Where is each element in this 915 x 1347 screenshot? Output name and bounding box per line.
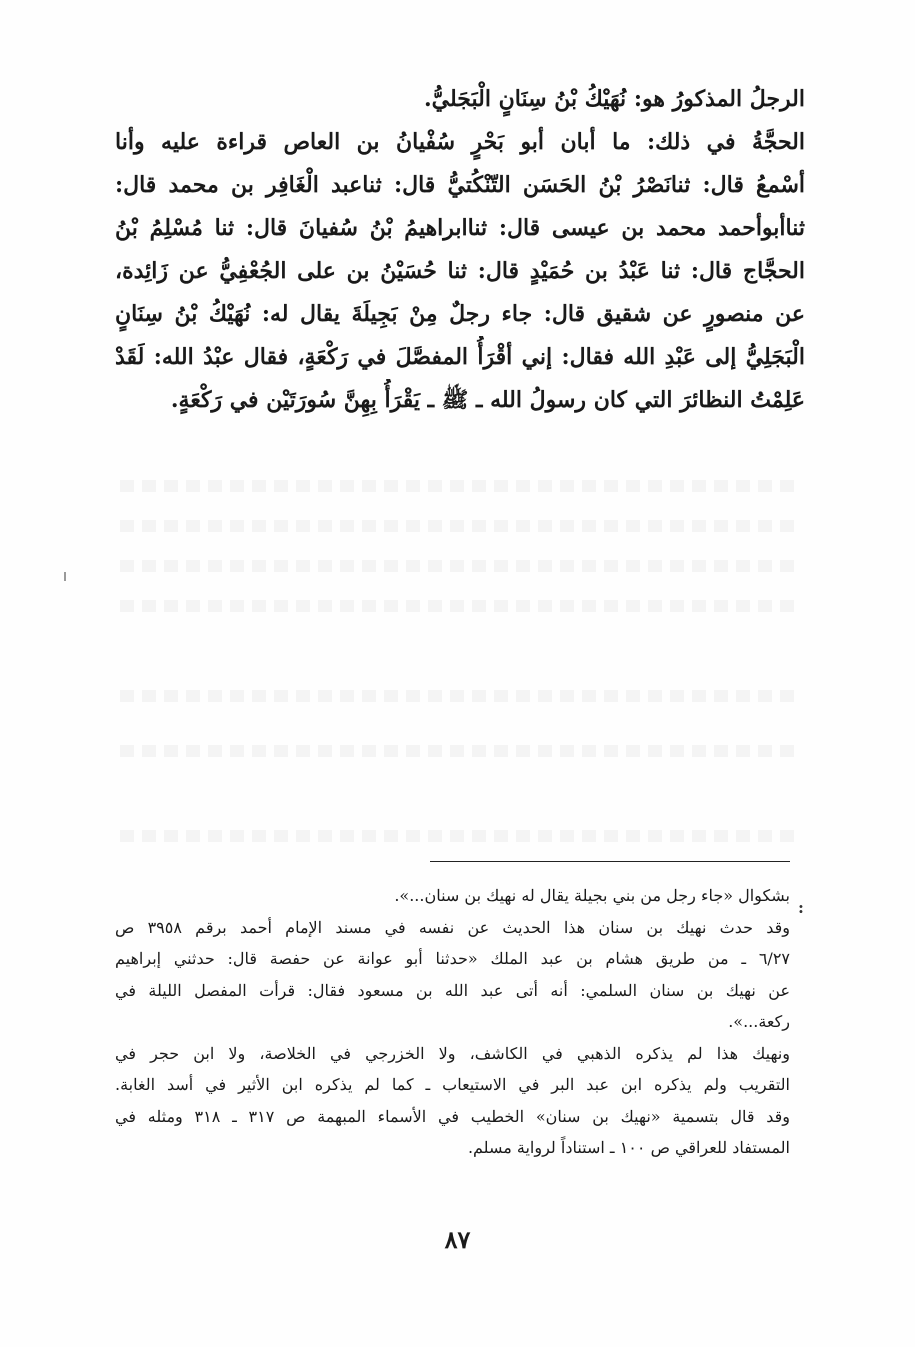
main-text-line: الْبَجَلِيُّ إلى عَبْدِ الله فقال: إني أقْرَأُ المفصَّلَ في رَكْعَةٍ، فقال عبْدُ الله: لَقَدْ (115, 344, 805, 370)
main-text-line: عن منصورٍ عن شقيق قال: جاء رجلٌ مِنْ بَجِيلَةَ يقال له: نُهَيْكُ بْنُ سِنَانٍ (115, 301, 805, 327)
show-through-texture (120, 480, 800, 492)
page-number: ٨٧ (444, 1225, 471, 1254)
footnote-line: وقد قال بتسمية «نهيك بن سنان» الخطيب في الأسماء المبهمة ص ٣١٧ ـ ٣١٨ ومثله في (115, 1106, 790, 1126)
footnote-divider (430, 861, 790, 862)
footnote-line: ٦/٢٧ ـ من طريق هشام بن عبد الملك «حدثنا أبو عوانة عن حفصة قال: حدثني إبراهيم (115, 949, 790, 968)
footnote-marker: : (798, 898, 804, 917)
main-text-line: الرجلُ المذكورُ هو: نُهَيْكُ بْنُ سِنَانٍ الْبَجَليُّ. (424, 86, 805, 112)
footnote-line: عن نهيك بن سنان السلمي: أنه أتى عبد الله بن مسعود فقال: قرأت المفصل الليلة في (115, 980, 790, 1000)
main-text-line: الحجَّاج قال: ثنا عَبْدُ بن حُمَيْدٍ قال: ثنا حُسَيْنُ بن على الجُعْفِيُّ عن زَائِدة، (115, 258, 805, 284)
main-text-line: ثناأبوأحمد محمد بن عيسى قال: ثناابراهيمُ بْنُ سُفيانَ قال: ثنا مُسْلِمُ بْنُ (115, 215, 805, 241)
main-text-line: الحجَّةُ في ذلك: ما أبان أبو بَحْرٍ سُفْيانُ بن العاص قراءة عليه وأنا (115, 129, 805, 155)
show-through-texture (120, 600, 800, 612)
footnote-line: التقريب ولم يذكره ابن عبد البر في الاستيعاب ـ كما لم يذكره ابن الأثير في أسد الغابة. (115, 1075, 790, 1094)
footnote-line: المستفاد للعراقي ص ١٠٠ ـ استناداً لرواية مسلم. (467, 1138, 790, 1157)
scan-speck (64, 572, 66, 581)
show-through-texture (120, 520, 800, 532)
show-through-texture (120, 560, 800, 572)
footnote-line: ركعة...». (728, 1012, 790, 1031)
main-body-text (115, 78, 805, 422)
main-text-line: أسْمعُ قال: ثنانَصْرُ بْنُ الحَسَن التّنْكُتيُّ قال: ثناعبد الْغَافِر بن محمد قال: (115, 172, 805, 198)
show-through-texture (120, 690, 800, 702)
footnotes-block (115, 880, 790, 1164)
footnote-line: بشكوال «جاء رجل من بني بجيلة يقال له نهيك بن سنان...». (394, 886, 790, 905)
footnote-line: وقد حدث نهيك بن سنان هذا الحديث عن نفسه في مسند الإمام أحمد برقم ٣٩٥٨ ص (115, 917, 790, 937)
show-through-texture (120, 745, 800, 757)
main-text-line: عَلِمْتُ النظائرَ التي كان رسولُ الله ـ ﷺ ـ يَقْرَأُ بِهِنَّ سُورَتَيْن في رَكْعَةٍ. (170, 387, 805, 413)
show-through-texture (120, 830, 800, 842)
footnote-line: ونهيك هذا لم يذكره الذهبي في الكاشف، ولا الخزرجي في الخلاصة، ولا ابن حجر في (115, 1043, 790, 1063)
